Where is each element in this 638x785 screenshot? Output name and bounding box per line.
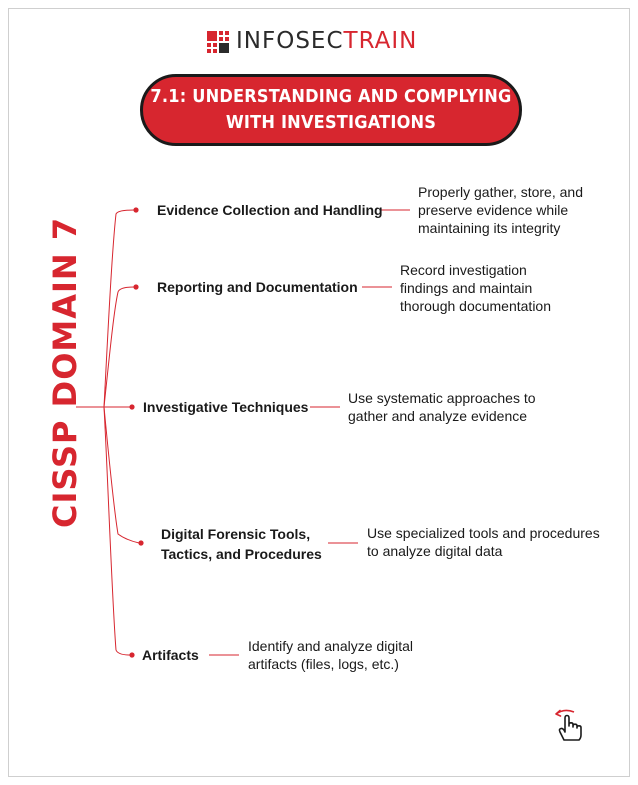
- node-dot-3: [129, 404, 134, 409]
- side-title: CISSP DOMAIN 7: [46, 216, 84, 528]
- brand-name-part1: INFOSEC: [236, 28, 344, 54]
- node-dot-1: [133, 207, 138, 212]
- title-line-1: 7.1: UNDERSTANDING AND COMPLYING: [150, 86, 512, 107]
- node-dot-4: [138, 540, 143, 545]
- item-desc-evidence-collection: Properly gather, store, and preserve evidence while maintaining its integrity: [418, 184, 583, 236]
- item-desc-reporting: Record investigation findings and maintain thorough documentation: [400, 262, 551, 314]
- node-dot-2: [133, 284, 138, 289]
- item-label-reporting: Reporting and Documentation: [157, 279, 358, 295]
- item-label-evidence-collection: Evidence Collection and Handling: [157, 202, 383, 218]
- item-label-artifacts: Artifacts: [142, 647, 199, 663]
- item-desc-forensic-tools: Use specialized tools and procedures to analyze digital data: [367, 525, 600, 559]
- item-desc-investigative-techniques: Use systematic approaches to gather and analyze evidence: [348, 390, 536, 424]
- branch-2: [104, 287, 134, 407]
- brand-name-part2: TRAIN: [343, 28, 418, 54]
- title-line-2: WITH INVESTIGATIONS: [225, 112, 437, 133]
- swipe-hand-icon: [548, 704, 590, 746]
- item-label-forensic-tools: Digital Forensic Tools, Tactics, and Procedures: [161, 526, 322, 562]
- item-desc-artifacts: Identify and analyze digital artifacts (files, logs, etc.): [248, 638, 413, 672]
- branch-1: [104, 210, 134, 407]
- node-dot-5: [129, 652, 134, 657]
- item-label-investigative-techniques: Investigative Techniques: [143, 399, 309, 415]
